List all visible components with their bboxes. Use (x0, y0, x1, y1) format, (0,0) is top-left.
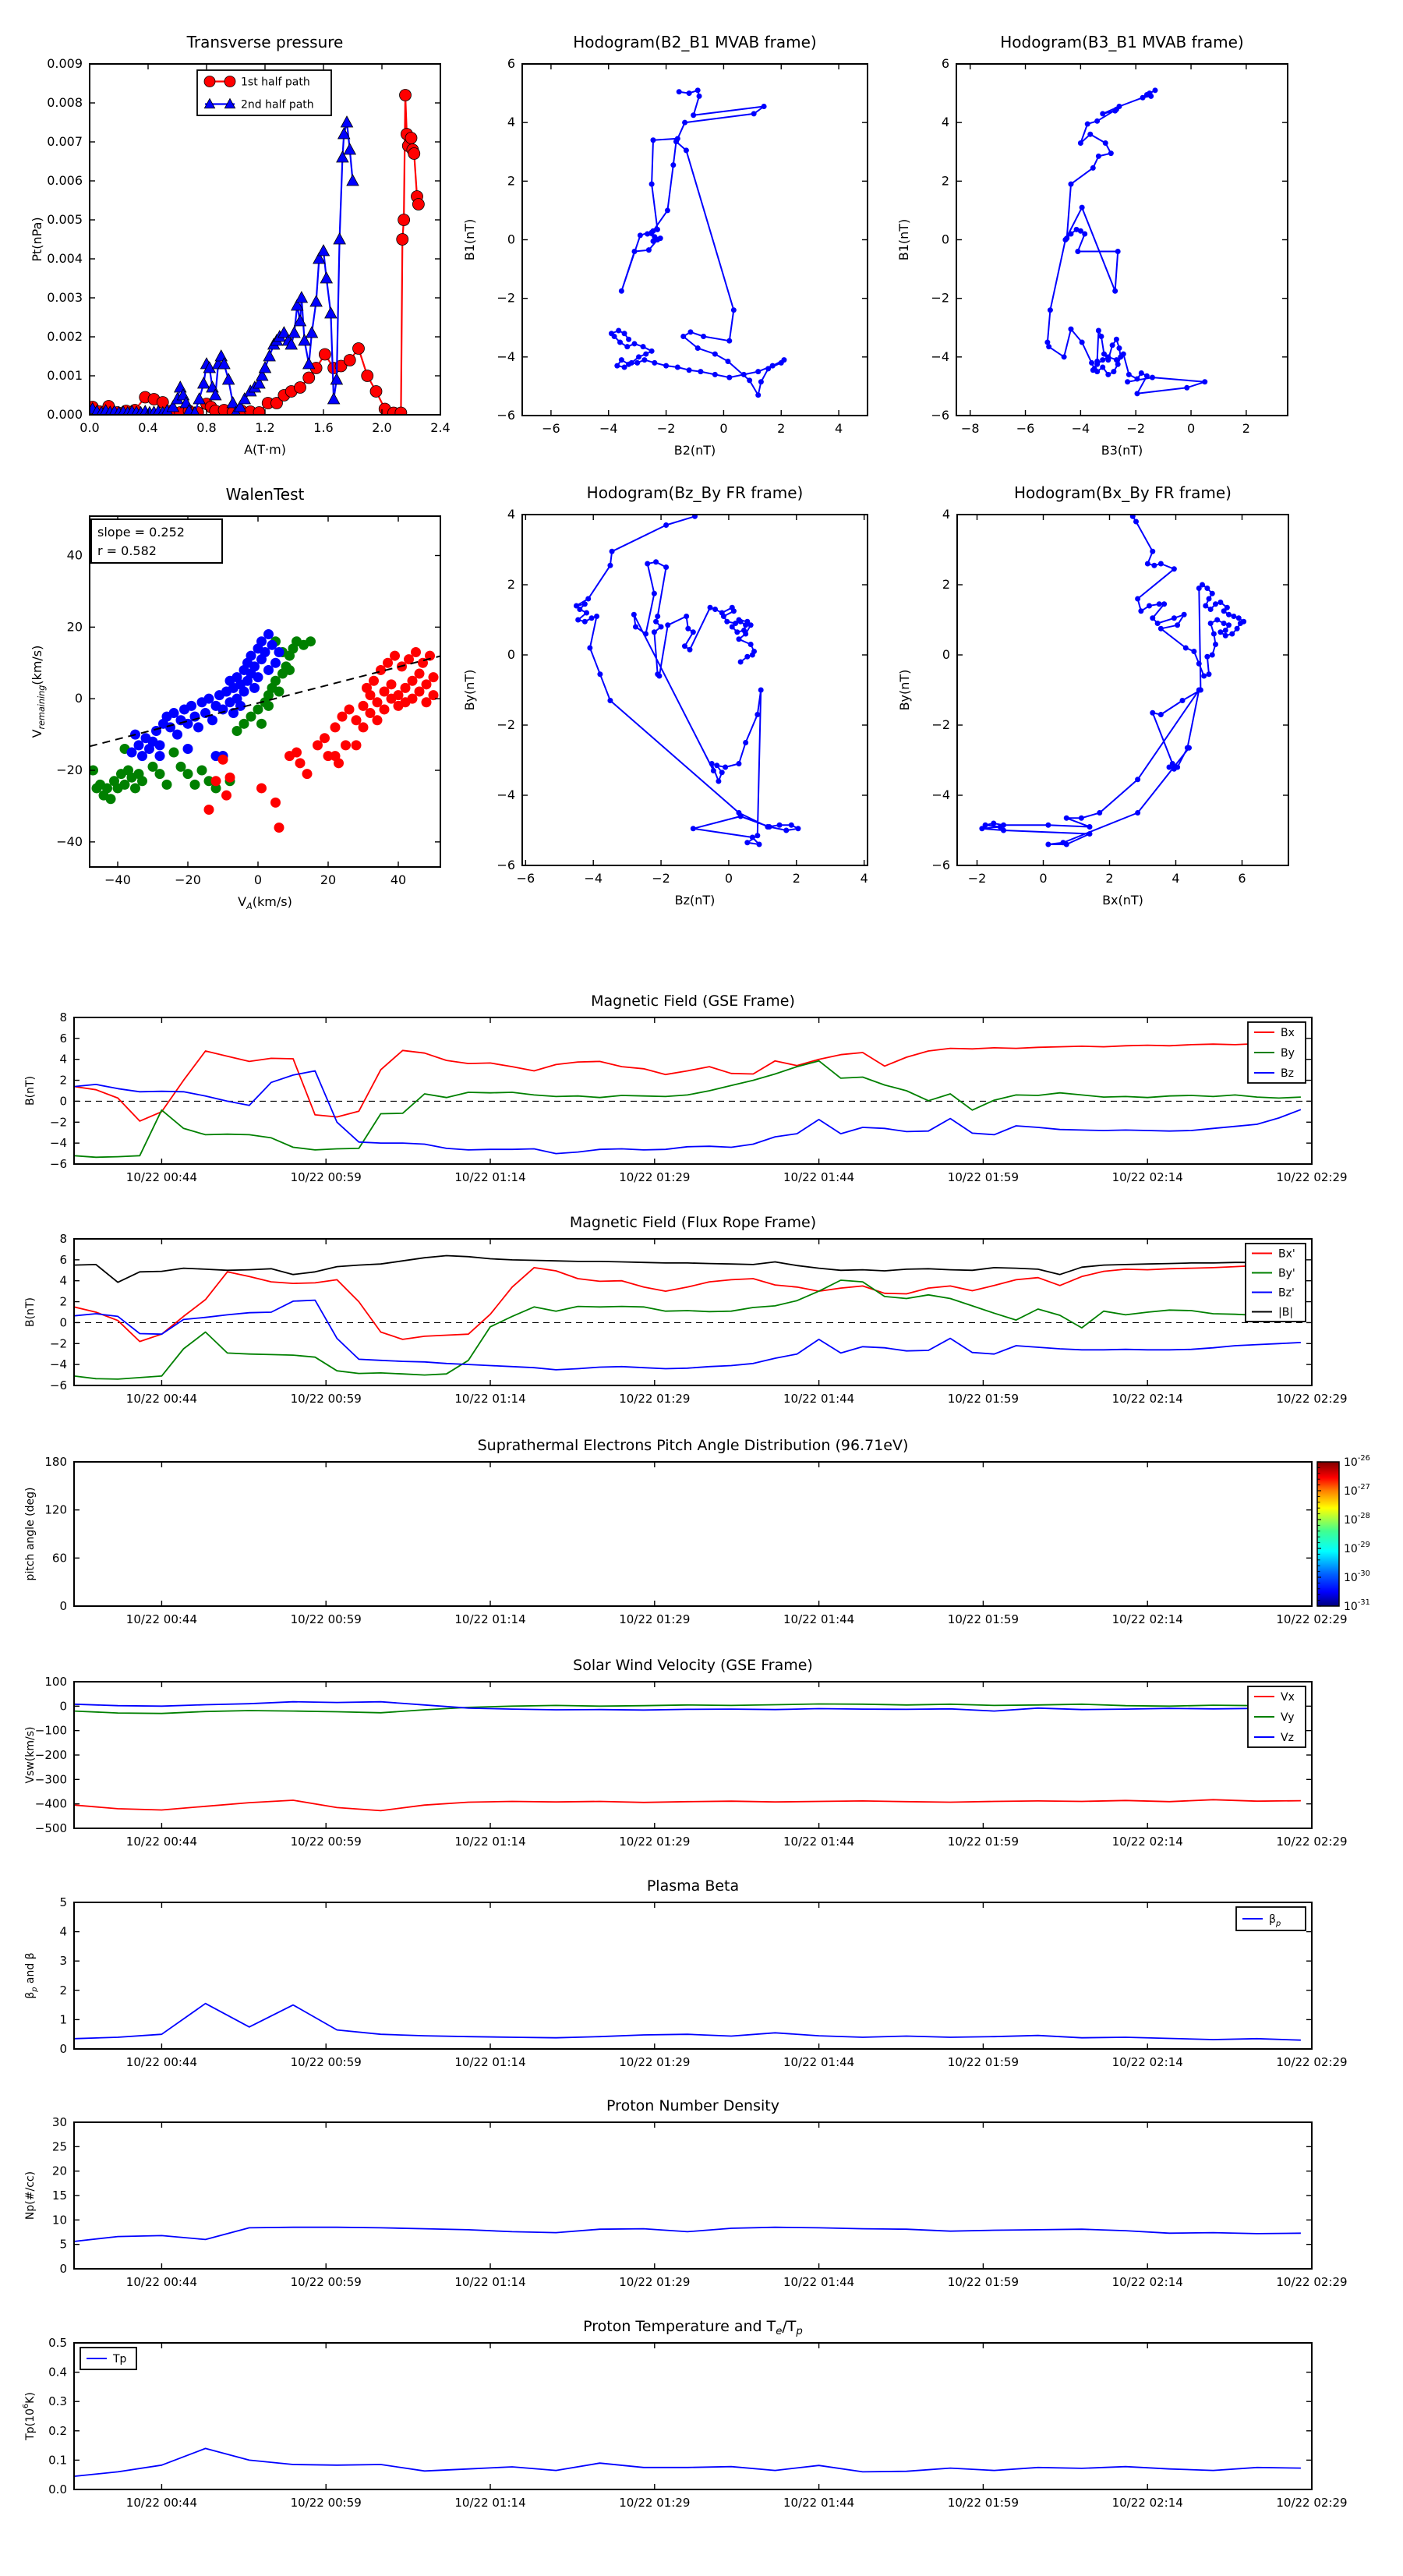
x-tick-label: 10/22 01:59 (947, 1612, 1020, 1626)
y-axis-label: B(nT) (24, 1076, 37, 1106)
series-Bz (74, 1071, 1301, 1154)
x-tick-label: 10/22 01:59 (947, 1170, 1020, 1184)
x-tick-label: 0.8 (196, 420, 217, 435)
series-Vx (74, 1799, 1301, 1810)
x-tick-label: 10/22 01:14 (454, 2275, 526, 2289)
y-tick-label: 0.009 (47, 56, 83, 71)
markers-walen-green (88, 636, 316, 804)
y-tick-label: −6 (931, 408, 949, 423)
x-tick-label: 10/22 01:44 (783, 2496, 855, 2510)
x-axis-label: Bz(nT) (674, 893, 716, 908)
axes-frame (74, 1462, 1312, 1606)
y-axis-label: $Tp(10^6K)$ (22, 2392, 37, 2440)
panel-title: Magnetic Field (GSE Frame) (591, 993, 795, 1010)
panel-title: Magnetic Field (Flux Rope Frame) (569, 1214, 817, 1231)
y-tick-label: 0.006 (47, 173, 83, 188)
y-axis-label: B1(nT) (896, 218, 911, 261)
y-tick-label: 20 (66, 619, 83, 635)
markers-B3_B1 path (1044, 87, 1207, 396)
x-tick-label: 10/22 00:44 (125, 2275, 198, 2289)
y-tick-label: 15 (51, 2189, 67, 2203)
panel-title: Hodogram(Bz_By FR frame) (586, 483, 804, 502)
series-group-proton-density (74, 2227, 1301, 2242)
y-tick-label: 2 (59, 1983, 67, 1997)
y-tick-label: −300 (34, 1772, 67, 1787)
y-tick-label: −4 (931, 349, 949, 364)
x-tick-label: 10/22 01:29 (619, 2275, 691, 2289)
panel-solar-wind-velocity (24, 1657, 1348, 1849)
x-tick-label: 10/22 00:44 (125, 2055, 198, 2069)
x-tick-label: 2 (777, 421, 786, 436)
panel-pitch-angle (24, 1437, 1370, 1626)
axes-frame (957, 515, 1288, 865)
x-tick-label: 10/22 01:59 (947, 1392, 1020, 1406)
y-tick-label: 0.2 (48, 2423, 67, 2438)
y-tick-label: −4 (497, 787, 515, 802)
x-tick-label: 10/22 02:29 (1276, 1392, 1348, 1406)
y-tick-label: 0 (941, 232, 949, 247)
annotation-text: r = 0.582 (97, 543, 157, 558)
y-tick-label: 0 (59, 1315, 67, 1330)
x-axis-label: $V_A(km/s)$ (238, 894, 292, 911)
legend-transverse-pressure (197, 70, 331, 115)
y-tick-label: 5 (59, 1895, 67, 1909)
x-tick-label: 10/22 01:14 (454, 1170, 526, 1184)
y-tick-label: 0 (59, 1699, 67, 1714)
y-axis-label: pitch angle (deg) (24, 1487, 37, 1581)
x-tick-label: 0 (1186, 421, 1196, 436)
legend-label: Bx' (1278, 1247, 1295, 1261)
y-tick-label: 20 (51, 2164, 67, 2178)
y-tick-label: −2 (931, 717, 950, 732)
x-tick-label: 10/22 00:59 (290, 1612, 362, 1626)
y-tick-label: 0.3 (48, 2394, 67, 2409)
x-tick-label: 10/22 01:14 (454, 1835, 526, 1849)
panel-title: Proton Number Density (606, 2097, 779, 2114)
y-tick-label: 0.001 (47, 368, 83, 383)
x-tick-label: 0 (724, 871, 733, 886)
y-tick-label: 3 (59, 1954, 67, 1969)
y-tick-label: −2 (931, 290, 949, 306)
series-group-magnetic-field-gse (74, 1042, 1301, 1157)
x-tick-label: −2 (656, 421, 676, 436)
x-tick-label: 1.6 (313, 420, 334, 435)
x-tick-label: 10/22 01:44 (783, 2275, 855, 2289)
y-tick-label: 2 (507, 577, 515, 592)
x-tick-label: 10/22 02:29 (1276, 1835, 1348, 1849)
y-tick-label: 2 (507, 173, 515, 189)
series-group-plasma-beta (74, 2004, 1301, 2040)
x-tick-label: 10/22 02:29 (1276, 1170, 1348, 1184)
series-Bx (74, 1042, 1301, 1121)
y-tick-label: 0.005 (47, 212, 83, 227)
y-tick-label: −40 (56, 833, 83, 849)
y-tick-label: 0 (507, 232, 515, 247)
x-tick-label: 10/22 00:59 (290, 2496, 362, 2510)
y-tick-label: 0.4 (48, 2365, 67, 2380)
y-tick-label: −6 (931, 858, 950, 872)
y-tick-label: 0 (507, 647, 515, 662)
series-group-walen-test (88, 629, 440, 833)
x-tick-label: 10/22 01:14 (454, 2055, 526, 2069)
panel-title: Hodogram(B2_B1 MVAB frame) (573, 33, 817, 51)
y-tick-label: 0 (59, 2262, 67, 2276)
legend-plasma-beta (1236, 1907, 1306, 1930)
y-tick-label: 120 (44, 1502, 67, 1517)
panel-magnetic-field-gse (24, 993, 1348, 1184)
series-1st half path (93, 95, 419, 413)
legend-label: Bz (1281, 1067, 1294, 1080)
x-axis-label: Bx(nT) (1102, 893, 1143, 908)
y-axis-label: By(nT) (462, 669, 477, 711)
x-tick-label: 10/22 00:44 (125, 1170, 198, 1184)
markers-Bz_By path (574, 514, 800, 847)
x-axis-label: A(T·m) (244, 442, 286, 457)
y-tick-label: 0.008 (47, 95, 83, 110)
x-tick-label: 2 (1242, 421, 1250, 436)
y-tick-label: −400 (34, 1796, 67, 1811)
y-tick-label: 0.5 (48, 2336, 67, 2350)
axes-frame (74, 2122, 1312, 2269)
x-tick-label: −2 (652, 871, 670, 886)
series-group-magnetic-field-fr (74, 1256, 1301, 1379)
y-tick-label: 8 (59, 1232, 67, 1246)
y-tick-label: −6 (49, 1157, 67, 1171)
y-tick-label: −2 (49, 1115, 67, 1130)
x-tick-label: 10/22 02:14 (1111, 1392, 1183, 1406)
series-Np (74, 2227, 1301, 2242)
colorbar-tick-label: $10^{-31}$ (1344, 1598, 1370, 1613)
x-tick-label: 10/22 01:44 (783, 1392, 855, 1406)
x-tick-label: 0.4 (138, 420, 158, 435)
x-tick-label: 10/22 00:59 (290, 2275, 362, 2289)
colorbar-tick-label: $10^{-28}$ (1344, 1512, 1370, 1527)
y-tick-label: 5 (59, 2237, 67, 2252)
markers-B2_B1 path (609, 87, 787, 398)
y-tick-label: 0 (59, 2042, 67, 2056)
y-tick-label: 0.007 (47, 134, 83, 149)
x-tick-label: 10/22 00:44 (125, 1612, 198, 1626)
y-tick-label: 60 (51, 1551, 67, 1566)
panel-title: Transverse pressure (186, 33, 344, 51)
x-tick-label: 0 (253, 872, 263, 887)
x-tick-label: 10/22 01:14 (454, 1392, 526, 1406)
x-axis-label: B2(nT) (673, 443, 716, 458)
panel-hodogram-bx-by (897, 483, 1288, 908)
x-tick-label: 10/22 01:44 (783, 1170, 855, 1184)
y-tick-label: 4 (942, 507, 950, 522)
x-tick-label: −2 (1126, 421, 1146, 436)
legend-label: Bx (1281, 1027, 1295, 1039)
colorbar (1317, 1454, 1370, 1613)
legend-label: Tp (113, 2353, 127, 2365)
colorbar-tick-label: $10^{-27}$ (1344, 1483, 1370, 1498)
series-group-hodogram-bx-by (979, 514, 1246, 847)
markers-walen-blue (127, 629, 284, 761)
y-axis-label: B1(nT) (462, 218, 477, 261)
y-tick-label: −6 (49, 1378, 67, 1392)
x-tick-label: 10/22 00:59 (290, 1392, 362, 1406)
panel-magnetic-field-fr (24, 1214, 1348, 1406)
x-tick-label: −20 (175, 872, 201, 887)
x-tick-label: −4 (584, 871, 603, 886)
series-group-transverse-pressure (87, 90, 424, 419)
x-tick-label: 10/22 02:14 (1111, 2055, 1183, 2069)
legend-label: By' (1278, 1267, 1295, 1280)
panel-title: Hodogram(B3_B1 MVAB frame) (1000, 33, 1244, 51)
y-tick-label: 2 (942, 577, 950, 592)
x-tick-label: −40 (104, 872, 131, 887)
x-tick-label: 10/22 01:59 (947, 2055, 1020, 2069)
series-Tp (74, 2448, 1301, 2476)
x-tick-label: 10/22 00:59 (290, 1835, 362, 1849)
series-group-proton-temperature (74, 2448, 1301, 2476)
y-axis-label: Np(#/cc) (24, 2171, 37, 2220)
x-tick-label: 10/22 01:14 (454, 2496, 526, 2510)
series-Bx_By path (982, 516, 1244, 844)
y-axis-label: Vsw(km/s) (24, 1726, 37, 1784)
y-axis-label: B(nT) (24, 1297, 37, 1327)
y-tick-label: 0 (59, 1094, 67, 1109)
x-tick-label: 10/22 01:29 (619, 1835, 691, 1849)
series-B3_B1 path (1048, 90, 1205, 394)
series-group-solar-wind-velocity (74, 1702, 1301, 1811)
x-tick-label: 1.2 (255, 420, 275, 435)
legend-label: 2nd half path (241, 98, 314, 111)
y-axis-label: Pt(nPa) (30, 217, 44, 262)
axes-frame (74, 1902, 1312, 2049)
y-tick-label: 0.002 (47, 329, 83, 344)
y-tick-label: −2 (497, 290, 515, 306)
x-tick-label: 10/22 02:29 (1276, 1612, 1348, 1626)
y-tick-label: −4 (49, 1357, 67, 1372)
x-tick-label: −6 (542, 421, 560, 436)
y-tick-label: −200 (34, 1748, 67, 1762)
axes-frame (522, 515, 868, 865)
x-tick-label: 10/22 01:44 (783, 1835, 855, 1849)
x-tick-label: 10/22 01:59 (947, 1835, 1020, 1849)
legend-label: 1st half path (241, 76, 310, 89)
x-tick-label: −2 (967, 871, 987, 886)
x-tick-label: 10/22 01:44 (783, 2055, 855, 2069)
colorbar-tick-label: $10^{-30}$ (1344, 1569, 1370, 1584)
x-tick-label: 10/22 02:29 (1276, 2496, 1348, 2510)
y-tick-label: 40 (66, 547, 83, 563)
x-tick-label: 2.4 (430, 420, 451, 435)
x-tick-label: 10/22 01:29 (619, 1170, 691, 1184)
y-tick-label: 6 (59, 1252, 67, 1267)
series-Bx' (74, 1264, 1301, 1341)
x-tick-label: 10/22 02:14 (1111, 1170, 1183, 1184)
y-tick-label: −2 (497, 717, 515, 732)
panel-plasma-beta (24, 1877, 1348, 2069)
x-tick-label: 2 (1105, 871, 1114, 886)
x-tick-label: 10/22 00:44 (125, 2496, 198, 2510)
y-tick-label: −20 (56, 763, 83, 778)
y-axis-label: By(nT) (897, 669, 912, 711)
legend-label: By (1281, 1047, 1295, 1060)
y-tick-label: 2 (59, 1294, 67, 1309)
x-tick-label: −6 (1016, 421, 1035, 436)
y-tick-label: 8 (59, 1010, 67, 1024)
panel-hodogram-bz-by (462, 483, 868, 908)
panel-hodogram-b3-b1 (896, 33, 1288, 458)
x-tick-label: 2.0 (372, 420, 392, 435)
y-tick-label: 1 (59, 2012, 67, 2027)
y-tick-label: 100 (44, 1675, 67, 1689)
x-tick-label: 0 (719, 421, 728, 436)
x-tick-label: −4 (599, 421, 618, 436)
x-axis-label: B3(nT) (1101, 443, 1143, 458)
y-tick-label: 4 (59, 1273, 67, 1288)
y-tick-label: 4 (59, 1924, 67, 1939)
y-tick-label: 10 (51, 2213, 67, 2227)
x-tick-label: 10/22 00:44 (125, 1392, 198, 1406)
y-tick-label: 180 (44, 1455, 67, 1469)
colorbar-tick-label: $10^{-26}$ (1344, 1454, 1370, 1469)
x-tick-label: 40 (390, 872, 407, 887)
axes-frame (956, 64, 1288, 416)
x-tick-label: 10/22 00:44 (125, 1835, 198, 1849)
y-tick-label: 4 (941, 115, 949, 130)
x-tick-label: 10/22 02:14 (1111, 1835, 1183, 1849)
panel-title: WalenTest (225, 485, 305, 504)
x-tick-label: 10/22 01:29 (619, 2496, 691, 2510)
series-group-hodogram-b2-b1 (609, 87, 787, 398)
panel-title: Solar Wind Velocity (GSE Frame) (573, 1657, 813, 1674)
legend-proton-temperature (80, 2348, 136, 2369)
legend-label: Vy (1281, 1711, 1295, 1724)
x-tick-label: 4 (860, 871, 868, 886)
y-tick-label: −100 (34, 1723, 67, 1738)
y-tick-label: 6 (941, 56, 949, 71)
colorbar-tick-label: $10^{-29}$ (1344, 1541, 1370, 1555)
x-tick-label: 10/22 01:59 (947, 2496, 1020, 2510)
x-tick-label: −4 (1071, 421, 1090, 436)
panel-walen-test (30, 485, 440, 911)
x-tick-label: −8 (960, 421, 980, 436)
x-tick-label: 10/22 01:29 (619, 2055, 691, 2069)
x-tick-label: 4 (834, 421, 843, 436)
annotation-text: slope = 0.252 (97, 525, 185, 540)
y-tick-label: −500 (34, 1821, 67, 1835)
y-tick-label: 6 (59, 1031, 67, 1046)
panel-transverse-pressure (30, 33, 451, 457)
legend-label: Vz (1281, 1732, 1294, 1744)
series-beta_p (74, 2004, 1301, 2040)
legend-solar-wind-velocity (1248, 1686, 1306, 1747)
y-tick-label: 30 (51, 2115, 67, 2129)
markers-1st half path (87, 90, 424, 419)
y-tick-label: 2 (59, 1073, 67, 1088)
legend-label: $\beta_p$ (1269, 1913, 1281, 1928)
y-axis-label: $V_{remaining}(km/s)$ (30, 645, 47, 738)
x-tick-label: 10/22 00:59 (290, 2055, 362, 2069)
series-group-hodogram-bz-by (574, 514, 800, 847)
legend-magnetic-field-gse (1248, 1022, 1306, 1083)
panel-title: Proton Temperature and $T_e/T_p$ (583, 2318, 803, 2337)
panel-title: Suprathermal Electrons Pitch Angle Distribution (96.71eV) (477, 1437, 909, 1454)
y-tick-label: −6 (497, 858, 515, 872)
x-tick-label: 10/22 02:14 (1111, 1612, 1183, 1626)
series-By' (74, 1280, 1301, 1379)
legend-label: Bz' (1278, 1286, 1295, 1300)
x-tick-label: 20 (320, 872, 337, 887)
y-tick-label: −2 (49, 1336, 67, 1351)
markers-Bx_By path (979, 514, 1246, 847)
panel-proton-temperature (22, 2318, 1348, 2510)
y-tick-label: 0.004 (47, 251, 83, 266)
series-Vz (74, 1702, 1301, 1711)
y-tick-label: 0 (59, 1599, 67, 1613)
panel-hodogram-b2-b1 (462, 33, 868, 458)
y-tick-label: 4 (507, 507, 515, 522)
y-tick-label: −4 (931, 787, 950, 802)
x-tick-label: 10/22 01:14 (454, 1612, 526, 1626)
panel-title: Plasma Beta (646, 1877, 740, 1895)
x-tick-label: 10/22 02:29 (1276, 2275, 1348, 2289)
x-tick-label: 10/22 01:44 (783, 1612, 855, 1626)
x-tick-label: 0.0 (80, 420, 100, 435)
y-tick-label: −4 (497, 349, 515, 364)
legend-magnetic-field-fr (1246, 1244, 1306, 1322)
x-tick-label: 10/22 01:29 (619, 1392, 691, 1406)
y-tick-label: −4 (49, 1136, 67, 1151)
y-tick-label: 0.003 (47, 290, 83, 305)
series-By (74, 1061, 1301, 1158)
panel-title: Hodogram(Bx_By FR frame) (1013, 483, 1232, 502)
panel-proton-density (24, 2097, 1348, 2289)
y-tick-label: 0.000 (47, 407, 83, 422)
x-tick-label: −6 (516, 871, 535, 886)
x-tick-label: 4 (1172, 871, 1180, 886)
x-tick-label: 6 (1238, 871, 1246, 886)
series-group-hodogram-b3-b1 (1044, 87, 1207, 396)
x-tick-label: 0 (1039, 871, 1048, 886)
y-tick-label: 4 (507, 115, 515, 130)
y-tick-label: 4 (59, 1052, 67, 1067)
x-tick-label: 10/22 02:14 (1111, 2275, 1183, 2289)
legend-label: Vx (1281, 1691, 1295, 1704)
y-tick-label: 0.1 (48, 2453, 67, 2468)
x-tick-label: 10/22 01:59 (947, 2275, 1020, 2289)
x-tick-label: 10/22 00:59 (290, 1170, 362, 1184)
legend-label: |B| (1278, 1306, 1294, 1319)
x-tick-label: 2 (792, 871, 800, 886)
axes-frame (74, 1017, 1312, 1164)
y-tick-label: 0 (942, 647, 950, 662)
y-tick-label: 0.0 (48, 2482, 67, 2496)
y-tick-label: 25 (51, 2139, 67, 2154)
y-tick-label: −6 (497, 408, 515, 423)
y-tick-label: 2 (941, 173, 949, 189)
x-tick-label: 10/22 01:29 (619, 1612, 691, 1626)
y-tick-label: 0 (74, 691, 83, 706)
x-tick-label: 10/22 02:14 (1111, 2496, 1183, 2510)
y-axis-label: $\beta_p$ and β (24, 1952, 39, 1999)
x-tick-label: 10/22 02:29 (1276, 2055, 1348, 2069)
y-tick-label: 6 (507, 56, 515, 71)
